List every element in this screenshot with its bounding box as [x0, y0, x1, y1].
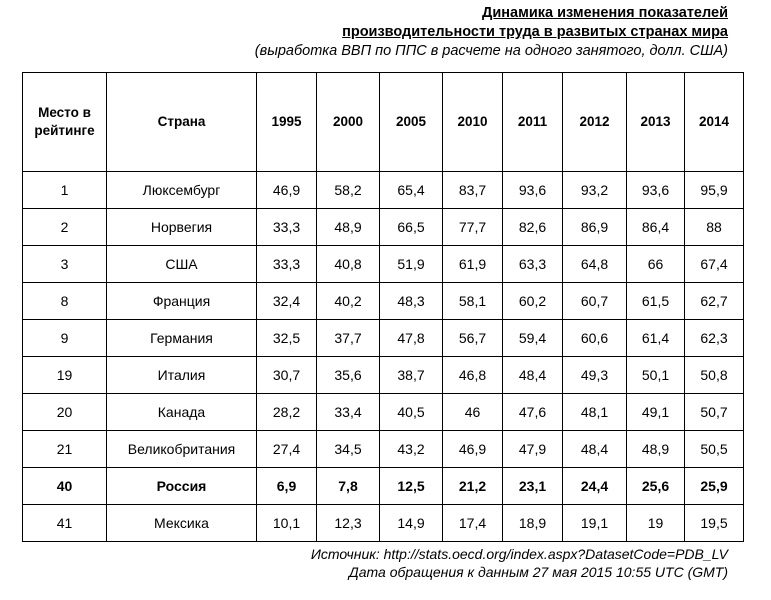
value-cell: 19: [627, 505, 685, 542]
value-cell: 33,3: [257, 209, 317, 246]
country-cell: Великобритания: [107, 431, 257, 468]
value-cell: 46,8: [443, 357, 503, 394]
value-cell: 32,5: [257, 320, 317, 357]
value-cell: 58,2: [317, 172, 380, 209]
value-cell: 93,6: [627, 172, 685, 209]
table-row: [23, 468, 744, 505]
rank-cell: 3: [23, 246, 107, 283]
rank-cell: 2: [23, 209, 107, 246]
value-cell: 66,5: [380, 209, 443, 246]
value-cell: 51,9: [380, 246, 443, 283]
value-cell: 62,3: [685, 320, 744, 357]
table-row: [23, 246, 744, 283]
value-cell: 56,7: [443, 320, 503, 357]
value-cell: 50,5: [685, 431, 744, 468]
country-cell: Германия: [107, 320, 257, 357]
table-body: [23, 172, 744, 542]
table-row: [23, 172, 744, 209]
value-cell: 27,4: [257, 431, 317, 468]
value-cell: 93,2: [563, 172, 627, 209]
value-cell: 64,8: [563, 246, 627, 283]
country-cell: Люксембург: [107, 172, 257, 209]
value-cell: 10,1: [257, 505, 317, 542]
value-cell: 23,1: [503, 468, 563, 505]
value-cell: 50,1: [627, 357, 685, 394]
value-cell: 35,6: [317, 357, 380, 394]
value-cell: 40,2: [317, 283, 380, 320]
column-header: 2005: [380, 73, 443, 172]
value-cell: 34,5: [317, 431, 380, 468]
column-header: Страна: [107, 73, 257, 172]
value-cell: 61,4: [627, 320, 685, 357]
value-cell: 46,9: [257, 172, 317, 209]
rank-cell: 41: [23, 505, 107, 542]
value-cell: 7,8: [317, 468, 380, 505]
table-row: [23, 357, 744, 394]
column-header: 1995: [257, 73, 317, 172]
country-cell: Россия: [107, 468, 257, 505]
value-cell: 66: [627, 246, 685, 283]
page-subtitle: (выработка ВВП по ППС в расчете на одного занятого, долл. США): [254, 43, 728, 59]
value-cell: 63,3: [503, 246, 563, 283]
rank-cell: 20: [23, 394, 107, 431]
value-cell: 37,7: [317, 320, 380, 357]
column-header: 2012: [563, 73, 627, 172]
value-cell: 60,7: [563, 283, 627, 320]
value-cell: 48,9: [627, 431, 685, 468]
value-cell: 48,9: [317, 209, 380, 246]
value-cell: 93,6: [503, 172, 563, 209]
value-cell: 14,9: [380, 505, 443, 542]
value-cell: 88: [685, 209, 744, 246]
country-cell: Норвегия: [107, 209, 257, 246]
table-row: [23, 431, 744, 468]
value-cell: 60,6: [563, 320, 627, 357]
value-cell: 46,9: [443, 431, 503, 468]
value-cell: 50,7: [685, 394, 744, 431]
value-cell: 86,4: [627, 209, 685, 246]
table-row: [23, 283, 744, 320]
rank-cell: 8: [23, 283, 107, 320]
value-cell: 48,4: [563, 431, 627, 468]
value-cell: 86,9: [563, 209, 627, 246]
column-header: Место в рейтинге: [23, 73, 107, 172]
table-row: [23, 320, 744, 357]
title-block: [255, 4, 728, 61]
rank-cell: 1: [23, 172, 107, 209]
access-date-line: Дата обращения к данным 27 мая 2015 10:55 UTC (GMT): [348, 564, 728, 580]
value-cell: 12,3: [317, 505, 380, 542]
value-cell: 6,9: [257, 468, 317, 505]
value-cell: 28,2: [257, 394, 317, 431]
value-cell: 48,4: [503, 357, 563, 394]
table-row: [23, 209, 744, 246]
value-cell: 19,5: [685, 505, 744, 542]
value-cell: 12,5: [380, 468, 443, 505]
value-cell: 33,3: [257, 246, 317, 283]
country-cell: Италия: [107, 357, 257, 394]
rank-cell: 19: [23, 357, 107, 394]
value-cell: 43,2: [380, 431, 443, 468]
table-header-row: [23, 73, 744, 172]
country-cell: США: [107, 246, 257, 283]
table-row: [23, 394, 744, 431]
value-cell: 62,7: [685, 283, 744, 320]
value-cell: 83,7: [443, 172, 503, 209]
value-cell: 61,9: [443, 246, 503, 283]
value-cell: 33,4: [317, 394, 380, 431]
value-cell: 61,5: [627, 283, 685, 320]
rank-cell: 9: [23, 320, 107, 357]
value-cell: 47,8: [380, 320, 443, 357]
value-cell: 60,2: [503, 283, 563, 320]
page-title-line1: Динамика изменения показателей: [482, 5, 728, 21]
source-line: Источник: http://stats.oecd.org/index.aspx?DatasetCode=PDB_LV: [310, 546, 728, 562]
value-cell: 40,8: [317, 246, 380, 283]
column-header: 2010: [443, 73, 503, 172]
value-cell: 65,4: [380, 172, 443, 209]
value-cell: 30,7: [257, 357, 317, 394]
value-cell: 48,1: [563, 394, 627, 431]
value-cell: 25,9: [685, 468, 744, 505]
value-cell: 25,6: [627, 468, 685, 505]
country-cell: Мексика: [107, 505, 257, 542]
value-cell: 40,5: [380, 394, 443, 431]
value-cell: 32,4: [257, 283, 317, 320]
value-cell: 38,7: [380, 357, 443, 394]
value-cell: 67,4: [685, 246, 744, 283]
value-cell: 82,6: [503, 209, 563, 246]
value-cell: 59,4: [503, 320, 563, 357]
value-cell: 17,4: [443, 505, 503, 542]
value-cell: 47,9: [503, 431, 563, 468]
value-cell: 49,1: [627, 394, 685, 431]
value-cell: 77,7: [443, 209, 503, 246]
value-cell: 95,9: [685, 172, 744, 209]
page-title-line2: производительности труда в развитых странах мира: [342, 24, 728, 40]
column-header: 2011: [503, 73, 563, 172]
value-cell: 58,1: [443, 283, 503, 320]
country-cell: Канада: [107, 394, 257, 431]
value-cell: 19,1: [563, 505, 627, 542]
value-cell: 48,3: [380, 283, 443, 320]
value-cell: 18,9: [503, 505, 563, 542]
column-header: 2014: [685, 73, 744, 172]
value-cell: 47,6: [503, 394, 563, 431]
value-cell: 49,3: [563, 357, 627, 394]
value-cell: 50,8: [685, 357, 744, 394]
productivity-table: [22, 72, 744, 542]
table-row: [23, 505, 744, 542]
value-cell: 46: [443, 394, 503, 431]
rank-cell: 40: [23, 468, 107, 505]
column-header: 2000: [317, 73, 380, 172]
value-cell: 24,4: [563, 468, 627, 505]
source-note: [311, 545, 728, 581]
value-cell: 21,2: [443, 468, 503, 505]
country-cell: Франция: [107, 283, 257, 320]
column-header: 2013: [627, 73, 685, 172]
rank-cell: 21: [23, 431, 107, 468]
